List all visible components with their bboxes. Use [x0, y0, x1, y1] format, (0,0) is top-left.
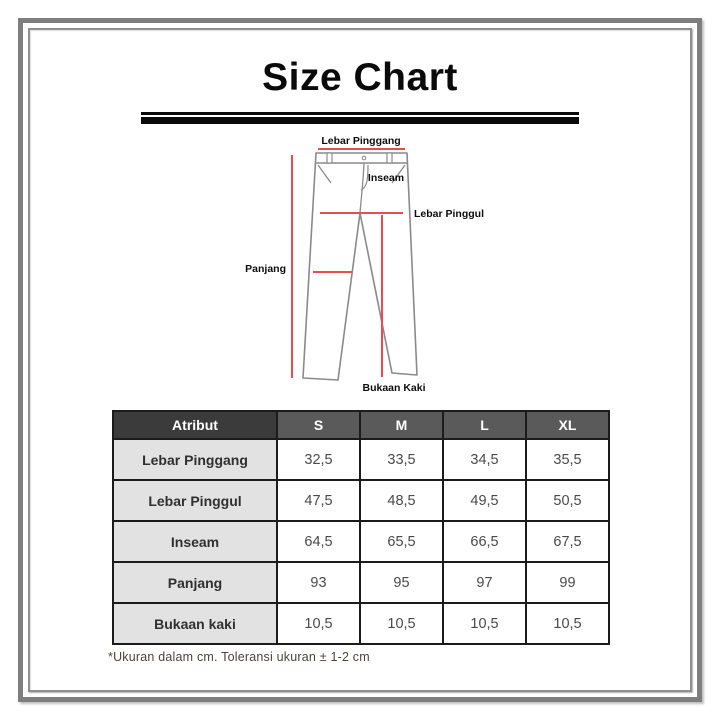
cell-value: 93: [277, 562, 360, 603]
cell-value: 10,5: [277, 603, 360, 644]
table-row-hip: [113, 480, 609, 521]
cell-value: 32,5: [277, 439, 360, 480]
cell-value: 10,5: [360, 603, 443, 644]
cell-value: 67,5: [526, 521, 609, 562]
cell-value: 64,5: [277, 521, 360, 562]
header-cell-m: M: [360, 411, 443, 439]
inseam-label: Inseam: [367, 172, 405, 184]
size-table-header-row: [113, 411, 609, 439]
page-title: Size Chart: [262, 56, 458, 99]
cell-value: 10,5: [443, 603, 526, 644]
cell-value: 10,5: [526, 603, 609, 644]
cell-value: 47,5: [277, 480, 360, 521]
row-label: Lebar Pinggang: [113, 439, 277, 480]
row-label: Bukaan kaki: [113, 603, 277, 644]
title-underline: [141, 112, 579, 124]
pants-outline: [303, 153, 417, 380]
row-label: Panjang: [113, 562, 277, 603]
cell-value: 66,5: [443, 521, 526, 562]
cell-value: 35,5: [526, 439, 609, 480]
size-footnote: *Ukuran dalam cm. Toleransi ukuran ± 1-2 cm: [108, 650, 370, 664]
cell-value: 33,5: [360, 439, 443, 480]
row-label: Lebar Pinggul: [113, 480, 277, 521]
waist-button: [362, 156, 366, 160]
title-underline-thin: [141, 112, 579, 115]
header-cell-xl: XL: [526, 411, 609, 439]
length-label: Panjang: [245, 263, 286, 275]
cell-value: 99: [526, 562, 609, 603]
cell-value: 49,5: [443, 480, 526, 521]
title-underline-thick: [141, 117, 579, 124]
header-cell-s: S: [277, 411, 360, 439]
cell-value: 65,5: [360, 521, 443, 562]
pants-measurement-diagram: [230, 130, 500, 400]
cell-value: 95: [360, 562, 443, 603]
size-table: [112, 410, 610, 645]
table-row-waist: [113, 439, 609, 480]
header-cell-atribut: Atribut: [113, 411, 277, 439]
header-cell-l: L: [443, 411, 526, 439]
cell-value: 34,5: [443, 439, 526, 480]
cell-value: 97: [443, 562, 526, 603]
belt-loop-left: [327, 153, 332, 163]
cell-value: 48,5: [360, 480, 443, 521]
waist-label: Lebar Pinggang: [321, 135, 401, 147]
row-label: Inseam: [113, 521, 277, 562]
table-row-inseam: [113, 521, 609, 562]
leg-opening-label: Bukaan Kaki: [362, 382, 426, 394]
table-row-leg-opening: [113, 603, 609, 644]
cell-value: 50,5: [526, 480, 609, 521]
belt-loop-right: [387, 153, 392, 163]
table-row-length: [113, 562, 609, 603]
hip-label: Lebar Pinggul: [414, 208, 485, 220]
